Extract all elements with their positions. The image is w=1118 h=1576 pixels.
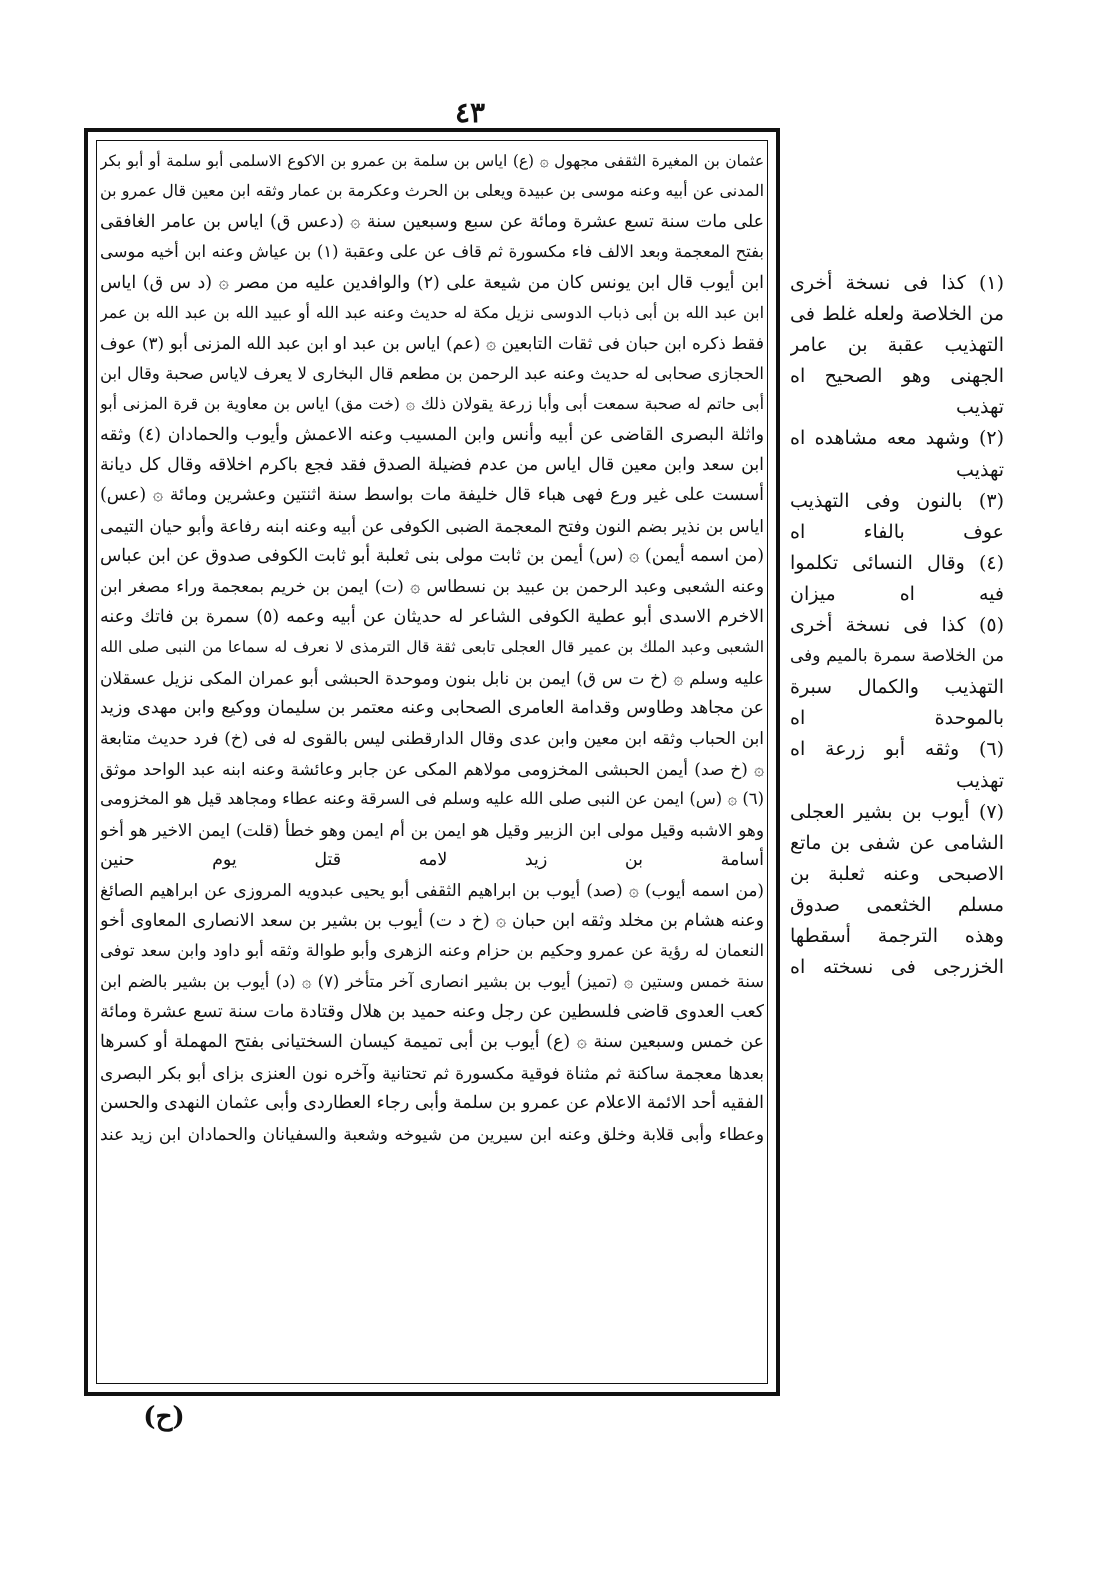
margin-note-line: (١) كذا فى نسخة أخرى: [790, 272, 1004, 294]
margin-note-line: عوف بالفاء اه: [790, 520, 1004, 543]
margin-note-line: التهذيب والكمال سبرة: [790, 676, 1004, 699]
text-line: وعطاء وأبى قلابة وخلق وعنه ابن سيرين من شيوخه وشعبة والسفيانان والحمادان ابن زيد عند: [100, 1123, 764, 1144]
text-line: عليه وسلم ۞ (خ ت س ق) ايمن بن نابل بنون وموحدة الحبشى أبو عمران المكى نزيل عسقلان: [100, 667, 764, 688]
margin-note-line: (٧) أيوب بن بشير العجلى: [790, 800, 1004, 823]
margin-note-line: تهذيب: [956, 458, 1004, 481]
text-line: ابن أيوب قال ابن يونس كان من شيعة على (٢) والوافدين عليه من مصر ۞ (د س ق) اياس: [100, 272, 764, 293]
page-number: ٤٣: [454, 96, 486, 129]
margin-note-line: الاصبحى وعنه ثعلبة بن: [790, 862, 1004, 885]
margin-note-line: (٢) وشهد معه مشاهده اه: [790, 427, 1004, 450]
text-line: وعنه هشام بن مخلد وثقه ابن حبان ۞ (خ د ت) أيوب بن بشير بن سعد الانصارى المعاوى أخو: [100, 910, 764, 931]
text-line: واثلة البصرى القاضى عن أبيه وأنس وابن المسيب وعنه الاعمش وأيوب والحمادان (٤) وثقه: [100, 424, 764, 445]
text-line: الفقيه أحد الائمة الاعلام عن عمرو بن سلمة وأبى رجاء العطاردى وأبى عثمان النهدى والحسن: [100, 1093, 764, 1114]
text-line: ابن عبد الله بن أبى ذباب الدوسى نزيل مكة له حديث وعنه عبد الله أو عبيد الله بن عبد الله بن عمر: [100, 302, 764, 322]
main-text-block: [100, 146, 764, 1380]
text-line: فقط ذكره ابن حبان فى ثقات التابعين ۞ (عم) اياس بن عبد او ابن عبد الله المزنى أبو (٣) عوف: [100, 333, 764, 354]
text-line: المدنى عن أبيه وعنه موسى بن عبيدة ويعلى بن الحرث وعكرمة بن عمار وثقه ابن معين قال عمرو بن: [100, 181, 764, 201]
margin-note-line: مسلم الخثعمى صدوق: [790, 893, 1004, 916]
margin-note-line: الخزرجى فى نسخته اه: [790, 956, 1004, 979]
text-line: وهو الاشبه وقيل مولى ابن الزبير وقيل هو ايمن بن أم ايمن وهو خطأ (قلت) ايمن الاخير هو أخو: [100, 819, 764, 840]
text-line: الشعبى وعبد الملك بن عمير قال العجلى تابعى ثقة قال الترمذى لا نعرف له سماعا من النبى صلى الله: [100, 638, 764, 657]
margin-note-line: تهذيب: [956, 396, 1004, 419]
margin-note-line: تهذيب: [956, 769, 1004, 792]
margin-note-line: بالموحدة اه: [790, 707, 1004, 730]
text-line: (من اسمه أيمن) ۞ (س) أيمن بن ثابت مولى بنى ثعلبة أبو ثابت الكوفى صدوق عن ابن عباس: [100, 546, 764, 567]
text-line: الاخرم الاسدى أبو عطية الكوفى الشاعر له حديثان عن أبيه وعمه (٥) سمرة بن فاتك وعنه: [100, 606, 764, 627]
text-line: ابن سعد وابن معين قال اياس من عدم فضيلة الصدق فقد فجع باكرم اخلاقه وقال كل ديانة: [100, 454, 764, 475]
text-line: (٦) ۞ (س) ايمن عن النبى صلى الله عليه وسلم فى السرقة وعنه عطاء ومجاهد قيل هو المخزومى: [100, 789, 764, 809]
text-line: (من اسمه أيوب) ۞ (صد) أيوب بن ابراهيم الثقفى أبو يحيى عبدويه المروزى عن ابراهيم الصائغ: [100, 880, 764, 901]
margin-note-line: وهذه الترجمة أسقطها: [790, 924, 1004, 947]
text-line: عثمان بن المغيرة الثقفى مجهول ۞ (ع) اياس بن سلمة بن عمرو بن الاكوع الاسلمى أبو سلمة أو أبو بكر: [100, 152, 764, 170]
text-line: سنة خمس وستين ۞ (تميز) أيوب بن بشير انصارى آخر متأخر (٧) ۞ (د) أيوب بن بشير بالضم ابن: [100, 971, 764, 991]
text-line: بعدها معجمة ساكنة ثم مثناة فوقية مكسورة ثم تحتانية وآخره نون العنزى بزاى أبو بكر البصرى: [100, 1062, 764, 1083]
margin-note-line: فيه اه ميزان: [790, 582, 1004, 605]
margin-note-line: (٣) بالنون وفى التهذيب: [790, 489, 1004, 512]
margin-note-line: التهذيب عقبة بن عامر: [790, 334, 1004, 357]
text-line: أسست على غير ورع فهى هباء قال خليفة مات بواسط سنة اثنتين وعشرين ومائة ۞ (عس): [100, 485, 764, 506]
text-line: وعنه الشعبى وعبد الرحمن بن عبيد بن نسطاس ۞ (ت) ايمن بن خريم بمعجمة وراء مصغر ابن: [100, 576, 764, 597]
signature-mark: (ح): [143, 1402, 185, 1432]
margin-note-line: (٦) وثقه أبو زرعة اه: [790, 738, 1004, 761]
text-line: كعب العدوى قاضى فلسطين عن رجل وعنه حميد بن هلال وقتادة مات سنة تسع عشرة ومائة: [100, 1001, 764, 1022]
text-line: أبى حاتم له صحبة سمعت أبى وأبا زرعة يقولان ذلك ۞ (خت مق) اياس بن معاوية بن قرة المزنى أبو: [100, 394, 764, 414]
text-line: ابن الحباب وثقه ابن معين وابن عدى وقال الدارقطنى ليس بالقوى له فى (خ) فرد حديث متابعة: [100, 728, 764, 749]
margin-notes: [790, 268, 1004, 983]
text-line: أسامة بن زيد لامه قتل يوم حنين: [100, 849, 764, 870]
margin-note-line: الشامى عن شفى بن ماتع: [790, 831, 1004, 854]
margin-note-line: الجهنى وهو الصحيح اه: [790, 365, 1004, 388]
text-line: عن خمس وسبعين سنة ۞ (ع) أيوب بن أبى تميمة كيسان السختيانى بفتح المهملة أو كسرها: [100, 1032, 764, 1053]
text-line: الحجازى صحابى له حديث وعنه عبد الرحمن بن مطعم قال البخارى لا يعرف لاياس صحبة وقال ابن: [100, 363, 764, 383]
text-line: النعمان له رؤية عن عمرو وحكيم بن حزام وعنه الزهرى وأبو طوالة وثقه أبو داود وابن سعد توفى: [100, 941, 764, 961]
text-line: بفتح المعجمة وبعد الالف فاء مكسورة ثم قاف عن على وعقبة (١) بن عياش وعنه ابن أخيه موسى: [100, 242, 764, 262]
text-line: عن مجاهد وطاوس وقدامة العامرى الصحابى وعنه معتمر بن سليمان ووكيع وابن مهدى وزيد: [100, 698, 764, 719]
margin-note-line: من الخلاصة سمرة بالميم وفى: [790, 646, 1004, 667]
margin-note-line: من الخلاصة ولعله غلط فى: [790, 303, 1004, 326]
margin-note-line: (٥) كذا فى نسخة أخرى: [790, 614, 1004, 637]
text-line: اياس بن نذير بضم النون وفتح المعجمة الضبى الكوفى عن أبيه وعنه ابنه رفاعة وأبو حيان التيمى: [100, 515, 764, 536]
text-line: ۞ (خ صد) أيمن الحبشى المخزومى مولاهم المكى عن جابر وعائشة وعنه ابنه عبد الواحد موثق: [100, 758, 764, 779]
text-line: على مات سنة تسع عشرة ومائة عن سبع وسبعين سنة ۞ (دعس ق) اياس بن عامر الغافقى: [100, 211, 764, 232]
margin-note-line: (٤) وقال النسائى تكلموا: [790, 551, 1004, 574]
